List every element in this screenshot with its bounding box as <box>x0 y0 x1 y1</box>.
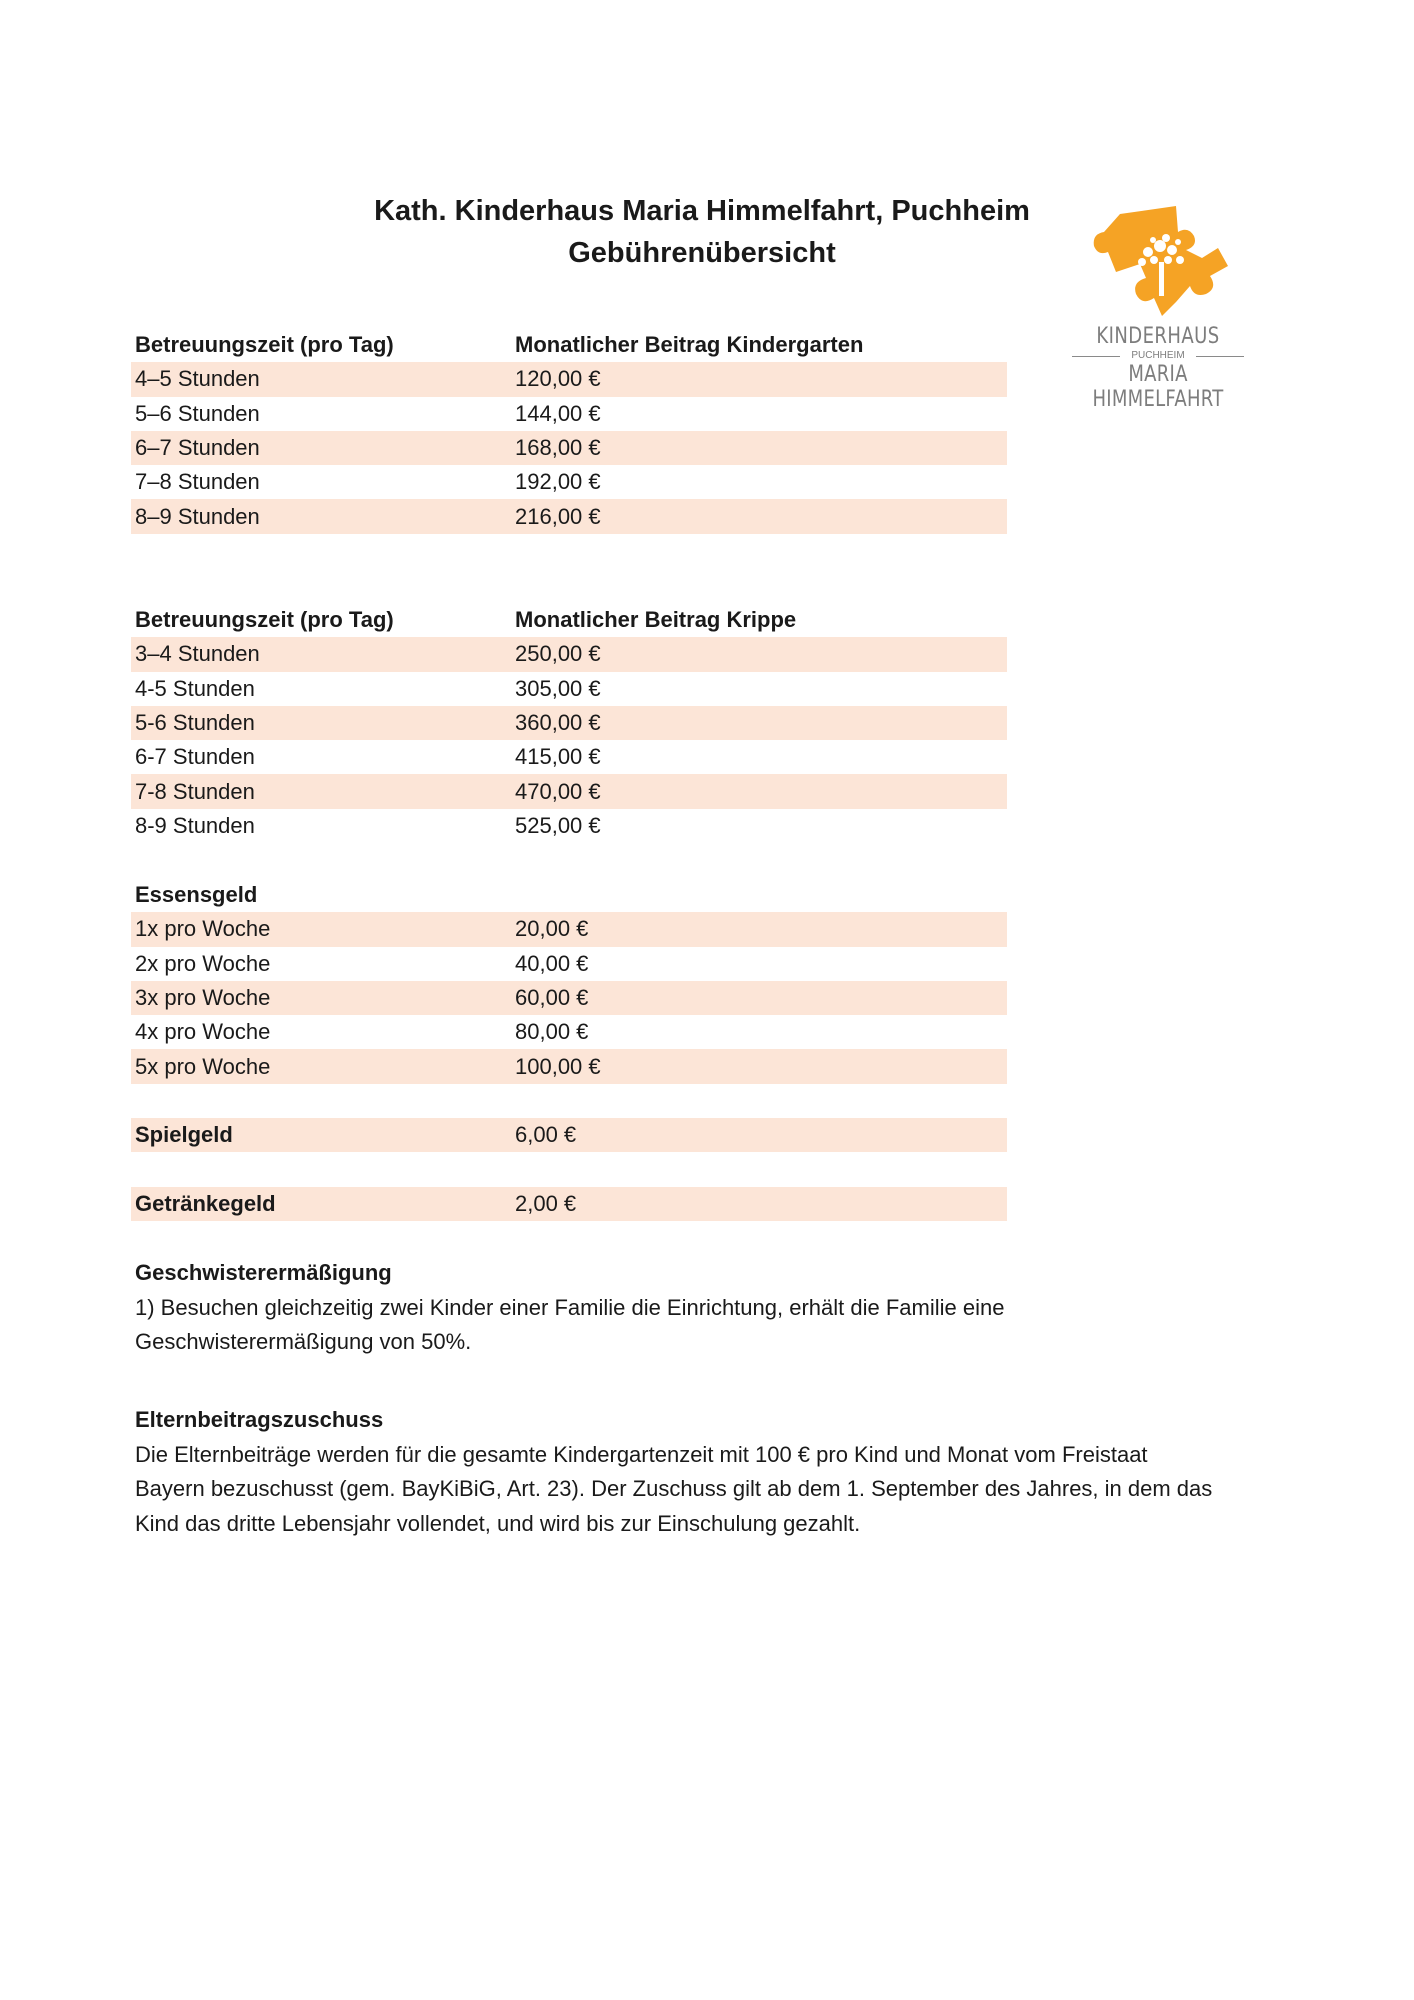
row-label: 5x pro Woche <box>135 1053 271 1079</box>
row-time: 5–6 Stunden <box>135 400 260 426</box>
table-row <box>131 465 1007 499</box>
paragraph-line: 1) Besuchen gleichzeitig zwei Kinder einer Familie die Einrichtung, erhält die Familie eine <box>135 1294 1005 1320</box>
paragraph-line: Die Elternbeiträge werden für die gesamte Kindergartenzeit mit 100 € pro Kind und Monat vom Freistaat <box>135 1441 1148 1467</box>
row-fee: 144,00 € <box>515 400 601 426</box>
row-fee: 20,00 € <box>515 916 589 942</box>
essensgeld-fee-table <box>131 878 1007 1084</box>
column-header-fee: Monatlicher Beitrag Krippe <box>515 607 797 633</box>
row-fee: 40,00 € <box>515 950 589 976</box>
logo-text-maria-himmelfahrt: MARIA HIMMELFAHRT <box>1092 362 1224 412</box>
row-time: 7–8 Stunden <box>135 469 260 495</box>
essensgeld-heading: Essensgeld <box>135 882 258 908</box>
paragraph-line: Bayern bezuschusst (gem. BayKiBiG, Art. 23). Der Zuschuss gilt ab dem 1. September des Jahres, in dem das <box>135 1476 1213 1501</box>
zuschuss-heading: Elternbeitragszuschuss <box>135 1407 384 1432</box>
logo-divider-right <box>1196 356 1244 357</box>
row-fee: 216,00 € <box>515 503 601 529</box>
table-row <box>131 740 1007 774</box>
row-fee: 250,00 € <box>515 641 601 667</box>
kinderhaus-logo <box>1058 202 1258 412</box>
row-fee: 525,00 € <box>515 812 601 838</box>
row-label: 4x pro Woche <box>135 1019 271 1045</box>
paragraph-line: Geschwisterermäßigung von 50%. <box>135 1329 472 1354</box>
title-line-1: Kath. Kinderhaus Maria Himmelfahrt, Puchheim <box>374 195 1030 227</box>
paragraph-line: Kind das dritte Lebensjahr vollendet, und wird bis zur Einschulung gezahlt. <box>135 1510 861 1536</box>
table-row <box>131 706 1007 740</box>
logo-text-kinderhaus: KINDERHAUS <box>1096 324 1220 349</box>
krippe-fee-table <box>131 603 1007 843</box>
puzzle-tree-icon <box>1058 202 1258 322</box>
row-time: 3–4 Stunden <box>135 641 260 667</box>
geschwister-heading: Geschwisterermäßigung <box>135 1260 392 1285</box>
kindergarten-fee-table <box>131 328 1007 534</box>
table-row <box>131 397 1007 431</box>
row-fee: 470,00 € <box>515 778 601 804</box>
table-row <box>131 809 1007 843</box>
table-row <box>131 499 1007 533</box>
geschwister-section <box>135 1256 1295 1360</box>
logo-tree-trunk <box>1159 262 1164 296</box>
table-header <box>131 878 1007 912</box>
row-fee: 305,00 € <box>515 675 601 701</box>
row-fee: 100,00 € <box>515 1053 601 1079</box>
row-fee: 80,00 € <box>515 1019 589 1045</box>
row-fee: 415,00 € <box>515 744 601 770</box>
row-label: 1x pro Woche <box>135 916 271 942</box>
getraenkegeld-fee: 2,00 € <box>515 1191 577 1217</box>
table-row <box>131 1015 1007 1049</box>
zuschuss-section <box>135 1403 1295 1541</box>
row-time: 7-8 Stunden <box>135 778 255 804</box>
column-header-time: Betreuungszeit (pro Tag) <box>135 332 394 358</box>
table-row <box>131 431 1007 465</box>
title-line-2: Gebührenübersicht <box>568 237 836 269</box>
table-row <box>131 1049 1007 1083</box>
logo-text-puchheim: PUCHHEIM <box>1131 350 1185 361</box>
table-row <box>131 672 1007 706</box>
row-label: 2x pro Woche <box>135 950 271 976</box>
spielgeld-row <box>131 1118 1007 1152</box>
row-label: 3x pro Woche <box>135 985 271 1011</box>
table-header <box>131 603 1007 637</box>
row-time: 6–7 Stunden <box>135 435 260 461</box>
getraenkegeld-label: Getränkegeld <box>135 1191 276 1217</box>
row-fee: 60,00 € <box>515 985 589 1011</box>
row-fee: 192,00 € <box>515 469 601 495</box>
table-row <box>131 362 1007 396</box>
row-fee: 168,00 € <box>515 435 601 461</box>
logo-puzzle-shape <box>1094 206 1228 316</box>
row-time: 8–9 Stunden <box>135 503 260 529</box>
row-time: 6-7 Stunden <box>135 744 255 770</box>
row-time: 8-9 Stunden <box>135 812 255 838</box>
column-header-time: Betreuungszeit (pro Tag) <box>135 607 394 633</box>
table-row <box>131 637 1007 671</box>
row-time: 4–5 Stunden <box>135 366 260 392</box>
table-header <box>131 328 1007 362</box>
column-header-fee: Monatlicher Beitrag Kindergarten <box>515 332 864 358</box>
table-row <box>131 912 1007 946</box>
spielgeld-fee: 6,00 € <box>515 1122 577 1148</box>
getraenkegeld-row <box>131 1187 1007 1221</box>
table-row <box>131 774 1007 808</box>
row-time: 5-6 Stunden <box>135 710 255 736</box>
spielgeld-label: Spielgeld <box>135 1122 233 1148</box>
row-fee: 360,00 € <box>515 710 601 736</box>
table-row <box>131 947 1007 981</box>
table-row <box>131 981 1007 1015</box>
row-fee: 120,00 € <box>515 366 601 392</box>
row-time: 4-5 Stunden <box>135 675 255 701</box>
